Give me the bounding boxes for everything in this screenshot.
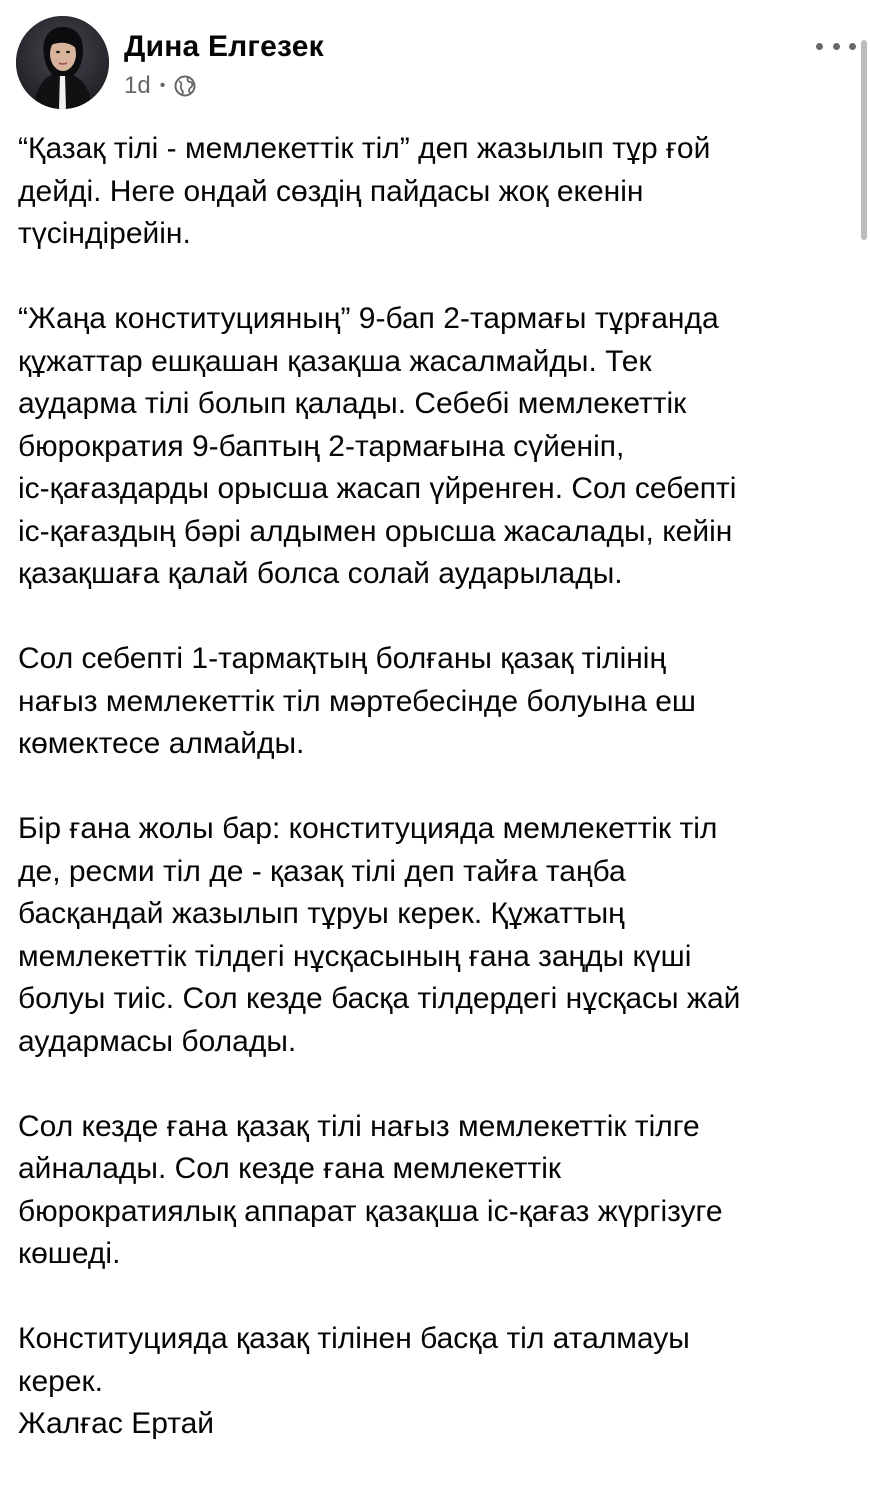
- text-line: “Жаңа конституцияның” 9-бап 2-тармағы тұрғанда: [18, 302, 719, 335]
- paragraph-1: [18, 128, 848, 256]
- text-line: көмектесе алмайды.: [18, 727, 305, 760]
- post-text: [18, 128, 848, 1488]
- meta-separator: •: [159, 77, 166, 94]
- text-line: іс-қағаздарды орысша жасап үйренген. Сол себепті: [18, 472, 737, 505]
- text-line: Сол кезде ғана қазақ тілі нағыз мемлекеттік тілге: [18, 1109, 700, 1143]
- text-line: Конституцияда қазақ тілінен басқа тіл аталмауы: [18, 1322, 690, 1355]
- signature-line: Жалғас Ертай: [18, 1407, 215, 1440]
- text-line: түсіндірейін.: [18, 217, 191, 250]
- text-line: аударма тілі болып қалады. Себебі мемлекеттік: [18, 387, 687, 420]
- text-line: іс-қағаздың бәрі алдымен орысша жасалады, кейін: [18, 514, 733, 548]
- text-line: бюрократиялық аппарат қазақша іс-қағаз жүргізуге: [18, 1194, 723, 1228]
- text-line: мемлекеттік тілдегі нұсқасының ғана заңды күші: [18, 939, 692, 973]
- globe-icon[interactable]: [173, 74, 197, 98]
- text-line: керек.: [18, 1364, 103, 1398]
- avatar-photo: [16, 16, 109, 109]
- author-name[interactable]: Дина Елгезек: [124, 30, 324, 63]
- text-line: бюрократия 9-баптың 2-тармағына сүйеніп,: [18, 429, 625, 463]
- paragraph-5: [18, 1106, 848, 1276]
- text-line: Бір ғана жолы бар: конституцияда мемлекеттік тіл: [18, 812, 718, 845]
- text-line: аудармасы болады.: [18, 1024, 297, 1058]
- text-line: Сол себепті 1-тармақтың болғаны қазақ тілінің: [18, 642, 667, 675]
- more-dot: [849, 43, 856, 50]
- text-line: “Қазақ тілі - мемлекеттік тіл” деп жазылып тұр ғой: [18, 132, 711, 165]
- text-line: көшеді.: [18, 1237, 121, 1270]
- text-line: айналады. Сол кезде ғана мемлекеттік: [18, 1152, 562, 1185]
- text-line: дейді. Неге ондай сөздің пайдасы жоқ екенін: [18, 174, 644, 208]
- text-line: құжаттар ешқашан қазақша жасалмайды. Тек: [18, 344, 652, 378]
- author-avatar[interactable]: [16, 16, 109, 109]
- scrollbar[interactable]: [861, 40, 867, 240]
- more-options-button[interactable]: [812, 33, 860, 59]
- paragraph-3: [18, 638, 848, 766]
- post-header: [0, 0, 870, 118]
- more-dot: [833, 43, 840, 50]
- text-line: де, ресми тіл де - қазақ тілі деп тайға таңба: [18, 854, 626, 888]
- post-meta: [124, 71, 197, 101]
- scrollbar-thumb[interactable]: [861, 40, 867, 240]
- paragraph-4: [18, 808, 848, 1063]
- paragraph-6: [18, 1318, 848, 1446]
- text-line: болуы тиіс. Сол кезде басқа тілдердегі нұсқасы жай: [18, 982, 741, 1015]
- paragraph-2: [18, 298, 848, 596]
- more-horizontal-icon: [816, 43, 823, 50]
- text-line: басқандай жазылып тұруы керек. Құжаттың: [18, 897, 625, 930]
- post-time[interactable]: 1d: [124, 72, 151, 99]
- text-line: қазақшаға қалай болса солай аударылады.: [18, 557, 623, 590]
- text-line: нағыз мемлекеттік тіл мәртебесінде болуына еш: [18, 684, 696, 718]
